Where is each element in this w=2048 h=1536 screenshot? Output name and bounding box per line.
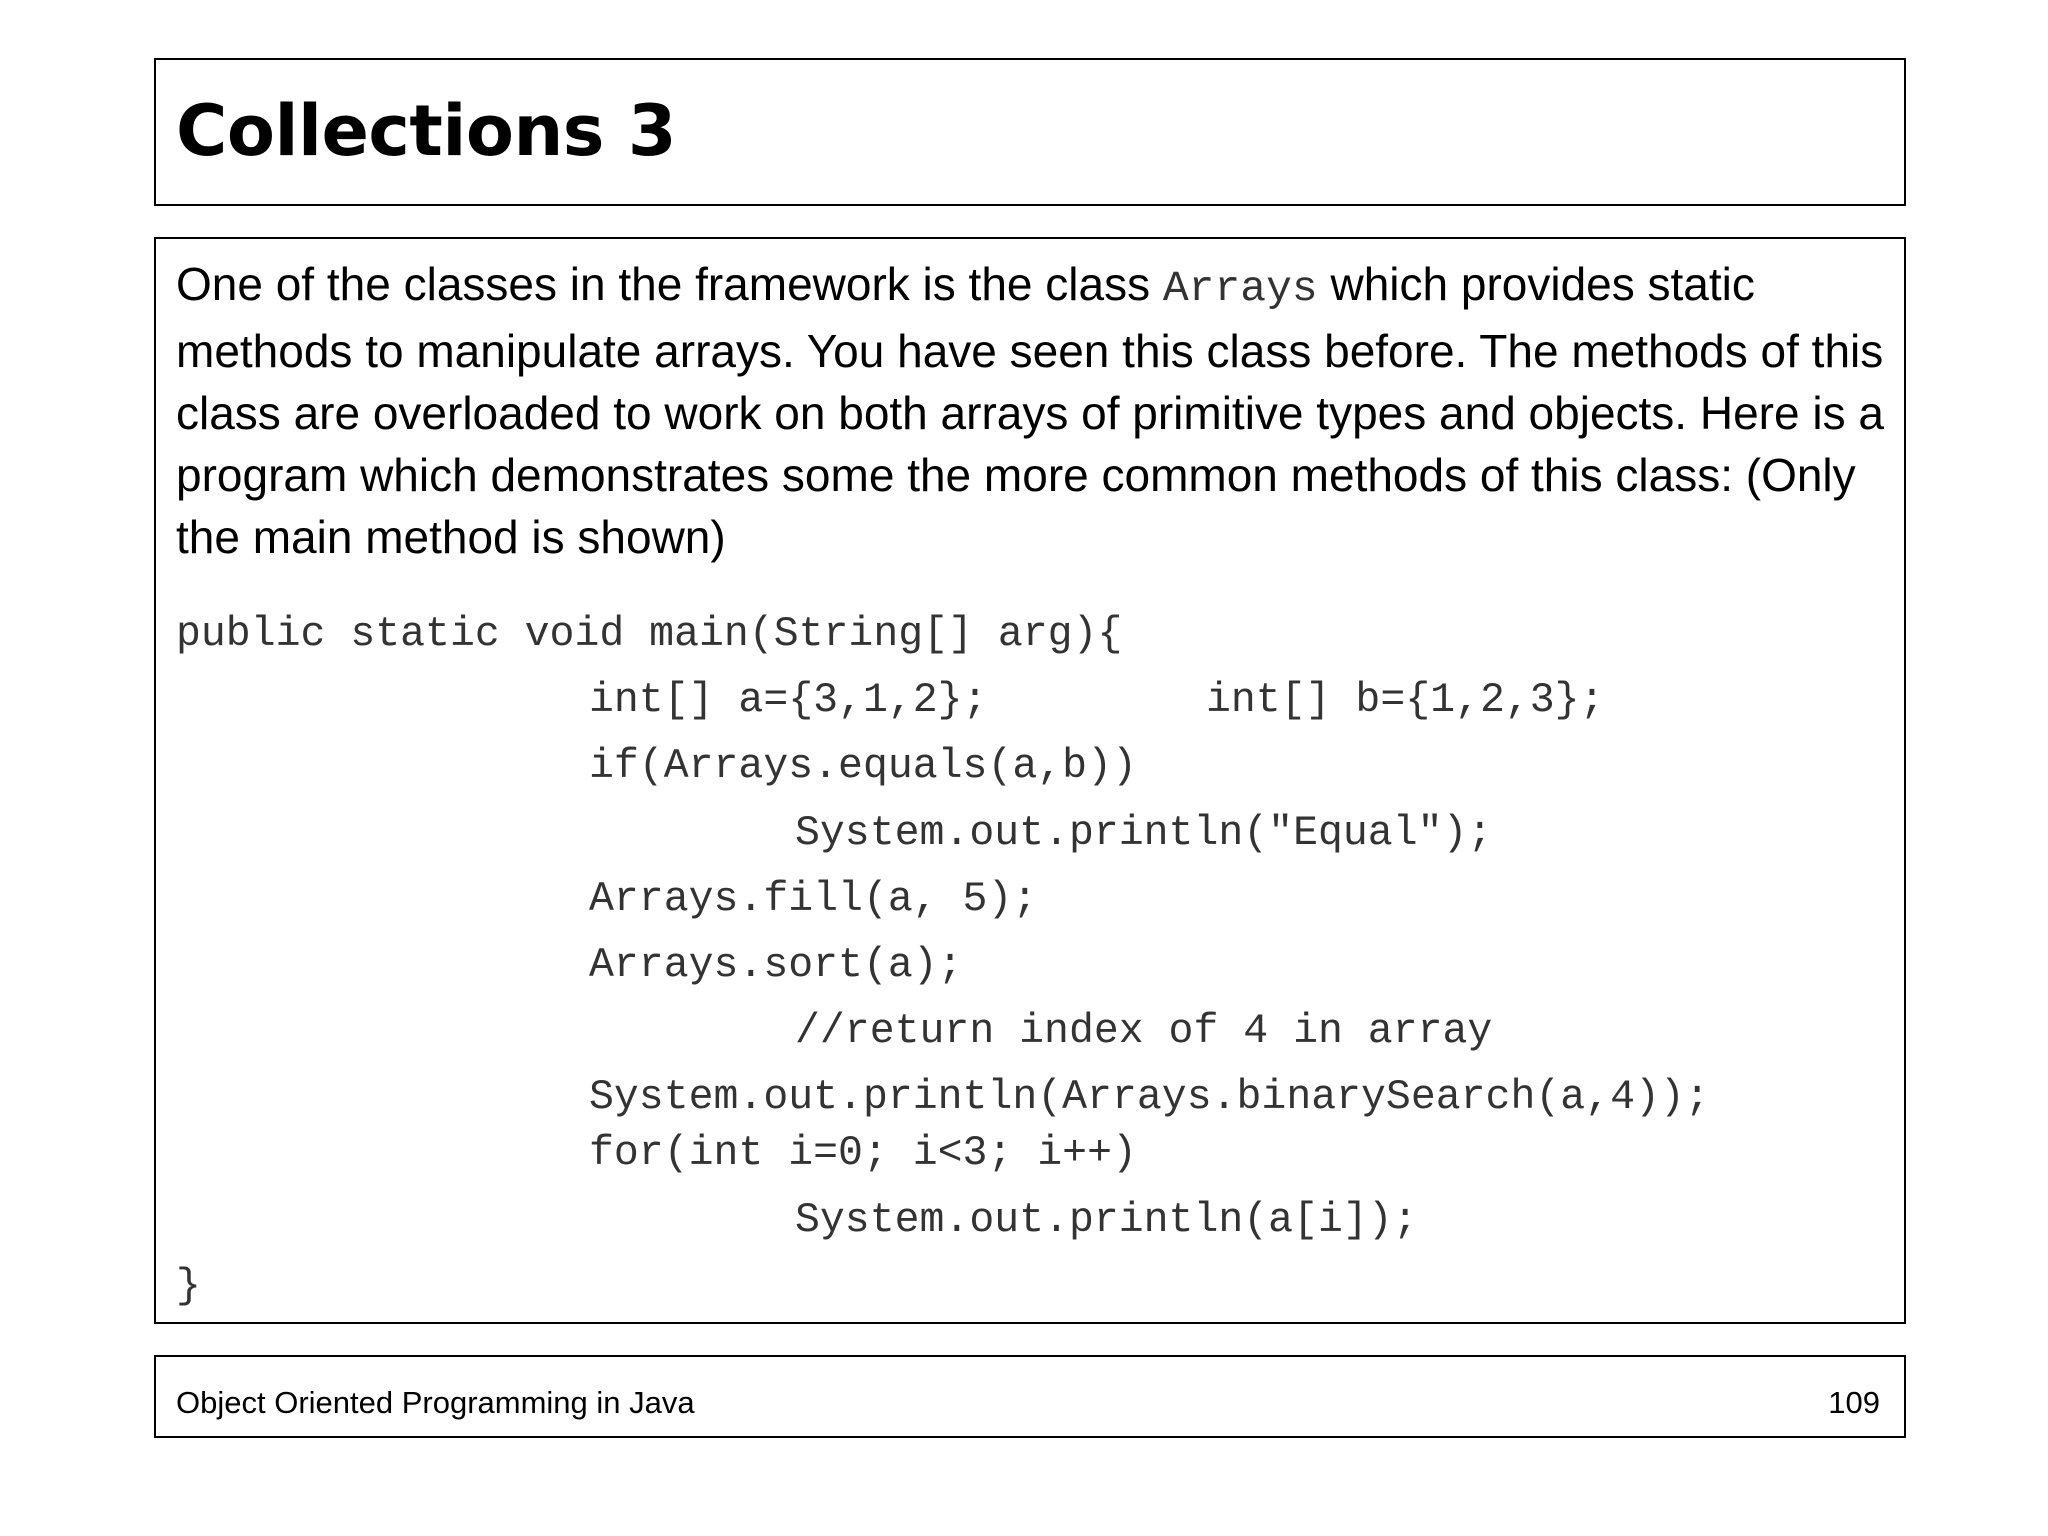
- slide-content-box: [154, 237, 1906, 1324]
- code-line-2b: int[] b={1,2,3};: [1206, 677, 1605, 724]
- code-line-6: Arrays.sort(a);: [589, 942, 963, 989]
- code-line-1: public static void main(String[] arg){: [176, 611, 1123, 658]
- code-line-3: if(Arrays.equals(a,b)): [589, 743, 1137, 790]
- slide-footer: [154, 1355, 1906, 1438]
- code-line-10: System.out.println(a[i]);: [795, 1197, 1418, 1244]
- code-line-8: System.out.println(Arrays.binarySearch(a,4));: [589, 1074, 1710, 1121]
- slide-title-box: [154, 58, 1906, 206]
- slide-title: Collections 3: [176, 90, 677, 172]
- code-line-2a: int[] a={3,1,2};: [589, 677, 988, 724]
- code-line-9: for(int i=0; i<3; i++): [589, 1130, 1137, 1177]
- code-line-11: }: [176, 1263, 201, 1310]
- page-number: 109: [1828, 1385, 1880, 1420]
- code-line-7: //return index of 4 in array: [795, 1008, 1493, 1055]
- intro-text-before: One of the classes in the framework is the class: [176, 258, 1163, 310]
- intro-paragraph: [176, 253, 1891, 568]
- intro-text-after: which provides static methods to manipulate arrays. You have seen this class before. The methods of this class are overloaded to work on both arrays of primitive types and objects. Here is a program which demonstrates some the more common methods of this class: (Only the main method is shown): [176, 258, 1884, 563]
- code-line-4: System.out.println("Equal");: [795, 810, 1493, 857]
- code-line-5: Arrays.fill(a, 5);: [589, 876, 1038, 923]
- footer-course-title: Object Oriented Programming in Java: [176, 1385, 695, 1420]
- intro-inline-code: Arrays: [1162, 264, 1318, 313]
